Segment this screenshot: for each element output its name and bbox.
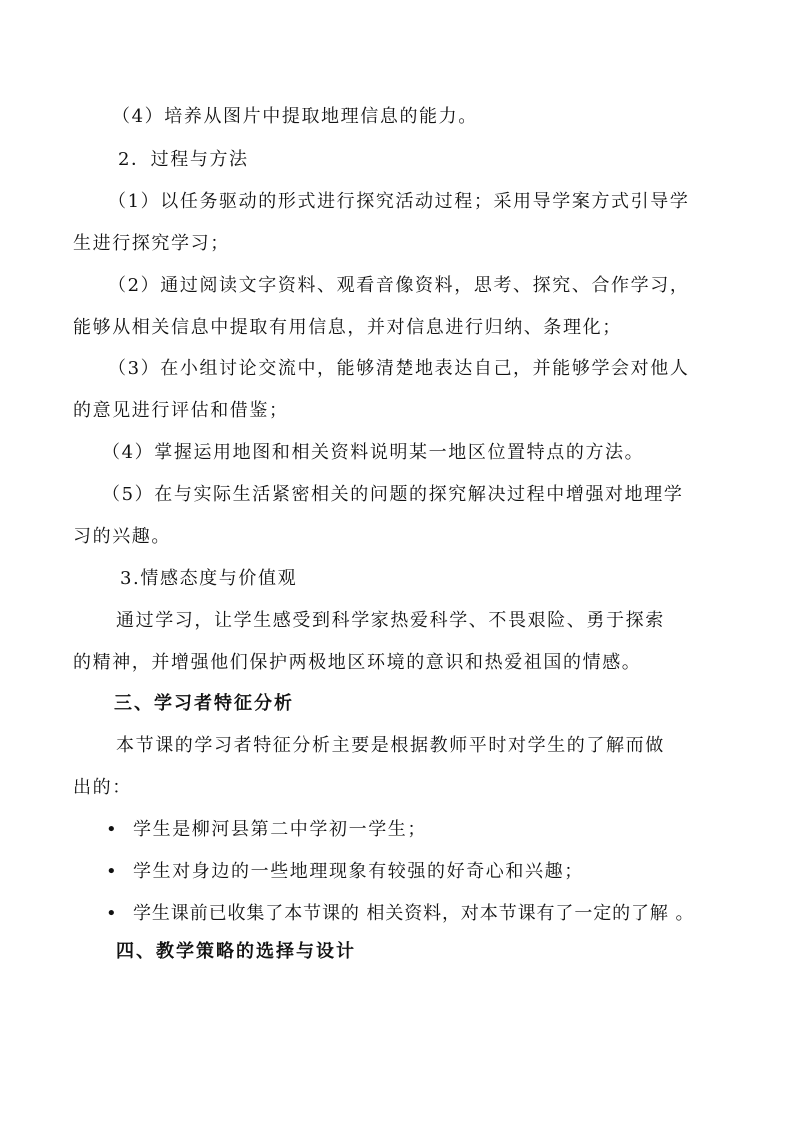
section-process-method: 2．过程与方法 [118, 149, 249, 170]
section-emotion-values: 3.情感态度与价值观 [120, 568, 298, 589]
process-item-5: （5）在与实际生活紧密相关的问题的探究解决过程中增强对地理学 [102, 484, 684, 505]
learner-analysis-paragraph-cont: 出的： [73, 777, 132, 798]
objective-item-4: （4）培养从图片中提取地理信息的能力。 [112, 106, 478, 127]
bullet-icon: • [106, 861, 117, 882]
process-item-4: （4）掌握运用地图和相关资料说明某一地区位置特点的方法。 [102, 442, 645, 463]
learner-analysis-paragraph: 本节课的学习者特征分析主要是根据教师平时对学生的了解而做 [116, 735, 665, 756]
emotion-paragraph-cont: 的精神，并增强他们保护两极地区环境的意识和热爱祖国的情感。 [73, 652, 642, 673]
section-strategy-heading: 四、教学策略的选择与设计 [116, 941, 356, 962]
bullet-icon: • [106, 903, 117, 924]
section-learner-analysis-heading: 三、学习者特征分析 [114, 693, 294, 714]
process-item-3: （3）在小组讨论交流中，能够清楚地表达自己，并能够学会对他人 [108, 358, 690, 379]
process-item-5-cont: 习的兴趣。 [73, 526, 171, 547]
process-item-1-cont: 生进行探究学习； [73, 233, 230, 254]
process-item-2-cont: 能够从相关信息中提取有用信息，并对信息进行归纳、条理化； [73, 317, 622, 338]
list-item: 学生是柳河县第二中学初一学生； [133, 819, 427, 840]
list-item: 学生课前已收集了本节课的 相关资料，对本节课有了一定的了解 。 [133, 903, 695, 924]
emotion-paragraph: 通过学习，让学生感受到科学家热爱科学、不畏艰险、勇于探索 [116, 610, 665, 631]
process-item-1: （1）以任务驱动的形式进行探究活动过程；采用导学案方式引导学 [108, 191, 690, 212]
bullet-icon: • [106, 819, 117, 840]
list-item: 学生对身边的一些地理现象有较强的好奇心和兴趣； [133, 861, 584, 882]
process-item-3-cont: 的意见进行评估和借鉴； [73, 400, 289, 421]
process-item-2: （2）通过阅读文字资料、观看音像资料，思考、探究、合作学习， [108, 275, 690, 296]
